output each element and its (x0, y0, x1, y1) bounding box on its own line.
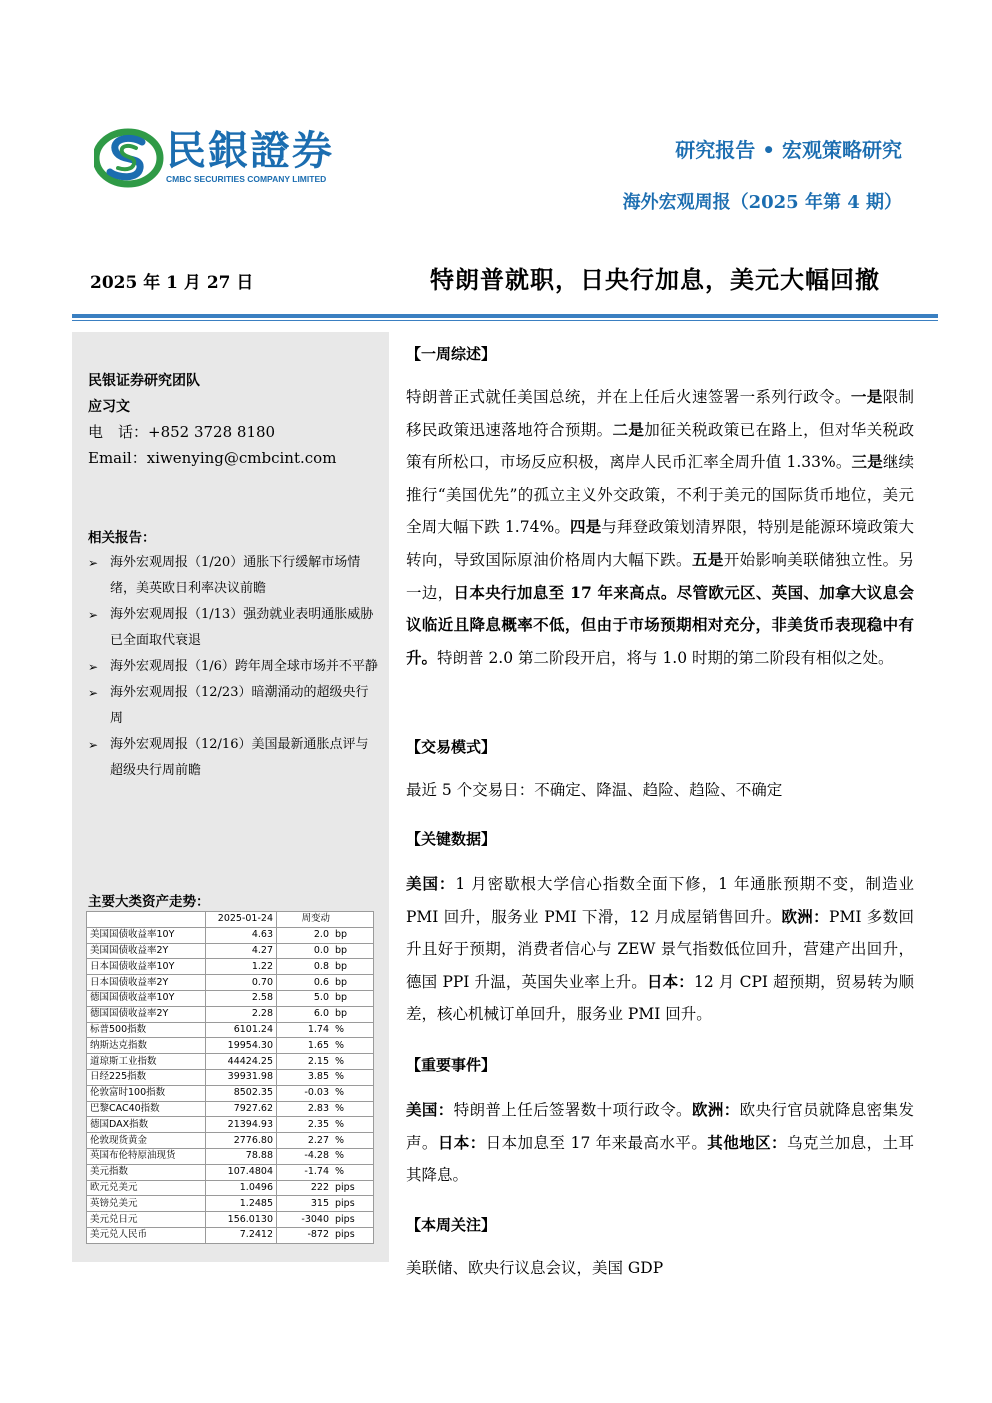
asset-value: 39931.98 (206, 1069, 277, 1085)
header-divider-thin (72, 320, 938, 321)
asset-value: 4.27 (206, 943, 277, 959)
related-report-item[interactable] (88, 680, 378, 732)
asset-change: -3040 (277, 1212, 334, 1228)
related-report-item[interactable] (88, 732, 378, 784)
assets-header-unit (333, 912, 374, 928)
asset-name: 巴黎CAC40指数 (87, 1101, 206, 1117)
asset-change: 0.8 (277, 959, 334, 975)
asset-row (87, 1196, 374, 1212)
bold-run: 日本央行加息至 17 年来高点。尽管欧元区、英国、加拿大议息会议临近且降息概率不低，但由于市场预期相对充分，非美货币表现稳中有升。 (406, 582, 914, 667)
text-run: 与拜登政策划清界限，特别是能源环境政策大转向，导致国际原油价格周内大幅下跌。 (406, 518, 914, 569)
asset-change: 5.0 (277, 990, 334, 1006)
related-report-text: 海外宏观周报（1/20）通胀下行缓解市场情绪，美英欧日利率决议前瞻 (110, 555, 361, 596)
asset-value: 107.4804 (206, 1164, 277, 1180)
asset-name: 日本国债收益率2Y (87, 975, 206, 991)
key-events-paragraph (406, 1094, 914, 1192)
report-category: 研究报告 • 宏观策略研究 (675, 138, 902, 162)
asset-row (87, 1101, 374, 1117)
trading-mode-text: 最近 5 个交易日：不确定、降温、趋险、趋险、不确定 (406, 781, 783, 799)
text-run: 欧央行官员就降息密集发声。 (406, 1101, 914, 1152)
asset-unit: bp (333, 975, 374, 991)
asset-unit: bp (333, 927, 374, 943)
asset-name: 美元兑日元 (87, 1212, 206, 1228)
asset-value: 21394.93 (206, 1117, 277, 1133)
asset-value: 2.28 (206, 1006, 277, 1022)
bold-run: 三是 (851, 452, 883, 472)
text-run: 乌克兰加息，土耳其降息。 (406, 1133, 914, 1185)
asset-unit: % (333, 1085, 374, 1101)
asset-unit: % (333, 1069, 374, 1085)
asset-unit: bp (333, 943, 374, 959)
bold-run: 日本： (646, 971, 694, 991)
asset-change: 3.85 (277, 1069, 334, 1085)
asset-name: 英国布伦特原油现货 (87, 1148, 206, 1164)
bold-run: 四是 (569, 517, 602, 537)
asset-row (87, 959, 374, 975)
asset-unit: pips (333, 1196, 374, 1212)
asset-change: 0.0 (277, 943, 334, 959)
asset-row (87, 990, 374, 1006)
section-title-key-data: 【关键数据】 (406, 830, 497, 848)
asset-value: 2776.80 (206, 1133, 277, 1149)
asset-unit: % (333, 1101, 374, 1117)
asset-name: 伦敦现货黄金 (87, 1133, 206, 1149)
asset-row (87, 1164, 374, 1180)
asset-change: 2.0 (277, 927, 334, 943)
asset-change: 2.83 (277, 1101, 334, 1117)
text-run: 1 月密歇根大学信心指数全面下修，1 年通胀预期不变，制造业 PMI 回升，服务业 PMI 下滑，12 月成屋销售回升。 (406, 875, 914, 926)
related-report-item[interactable] (88, 602, 378, 654)
header-divider (72, 314, 938, 318)
text-run: 特朗普 2.0 第二阶段开启，将与 1.0 时期的第二阶段有相似之处。 (437, 648, 894, 667)
asset-change: -0.03 (277, 1085, 334, 1101)
asset-value: 2.58 (206, 990, 277, 1006)
text-run: PMI 多数回升且好于预期，消费者信心与 ZEW 景气指数低位回升，营建产出回升，德国 PPI 升温，英国失业率上升。 (406, 907, 914, 991)
assets-table-body (87, 927, 374, 1243)
asset-value: 1.0496 (206, 1180, 277, 1196)
asset-value: 6101.24 (206, 1022, 277, 1038)
asset-value: 8502.35 (206, 1085, 277, 1101)
asset-unit: % (333, 1022, 374, 1038)
asset-name: 德国国债收益率2Y (87, 1006, 206, 1022)
logo-name-cn: 民銀證券 (166, 128, 334, 174)
analyst-phone: 电 话：+852 3728 8180 (88, 423, 276, 441)
key-data-paragraph (406, 868, 914, 1031)
asset-value: 1.2485 (206, 1196, 277, 1212)
asset-row (87, 943, 374, 959)
asset-name: 美元指数 (87, 1164, 206, 1180)
logo-emblem-icon (94, 128, 166, 190)
text-run: 加征关税政策已在路上，但对华关税政策有所松口，市场反应积极，离岸人民币汇率全周升值 1.33%。 (406, 420, 914, 472)
asset-unit: bp (333, 990, 374, 1006)
related-report-item[interactable] (88, 550, 378, 602)
asset-change: 1.74 (277, 1022, 334, 1038)
asset-name: 美国国债收益率10Y (87, 927, 206, 943)
analyst-name: 应习文 (88, 399, 130, 415)
report-title: 特朗普就职，日央行加息，美元大幅回撤 (430, 265, 880, 294)
asset-change: 1.65 (277, 1038, 334, 1054)
asset-row (87, 1148, 374, 1164)
section-title-weekly-summary: 【一周综述】 (406, 345, 497, 363)
asset-row (87, 1069, 374, 1085)
asset-value: 1.22 (206, 959, 277, 975)
bold-run: 欧洲： (691, 1100, 740, 1119)
asset-change: -4.28 (277, 1148, 334, 1164)
assets-title: 主要大类资产走势： (88, 894, 210, 910)
asset-value: 44424.25 (206, 1054, 277, 1070)
asset-row (87, 1054, 374, 1070)
asset-name: 日本国债收益率10Y (87, 959, 206, 975)
asset-unit: % (333, 1148, 374, 1164)
asset-row (87, 1180, 374, 1196)
asset-name: 标普500指数 (87, 1022, 206, 1038)
asset-row (87, 1212, 374, 1228)
asset-change: -1.74 (277, 1164, 334, 1180)
text-run: 特朗普上任后签署数十项行政令。 (453, 1101, 692, 1119)
section-title-key-events: 【重要事件】 (406, 1056, 497, 1074)
this-week-text: 美联储、欧央行议息会议，美国 GDP (406, 1259, 664, 1277)
asset-unit: pips (333, 1212, 374, 1228)
bold-run: 欧洲： (781, 906, 830, 926)
assets-header-change: 周变动 (277, 912, 334, 928)
asset-change: 222 (277, 1180, 334, 1196)
logo-name-en: CMBC SECURITIES COMPANY LIMITED (166, 174, 327, 184)
text-run: 日本加息至 17 年来最高水平。 (485, 1133, 708, 1152)
assets-header-name (87, 912, 206, 928)
assets-table (86, 911, 374, 1244)
assets-header-date: 2025-01-24 (206, 912, 277, 928)
asset-name: 道琼斯工业指数 (87, 1054, 206, 1070)
asset-row (87, 1038, 374, 1054)
asset-change: 2.27 (277, 1133, 334, 1149)
section-title-trading-mode: 【交易模式】 (406, 738, 497, 756)
text-run: 12 月 CPI 超预期，贸易转为顺差，核心机械订单回升，服务业 PMI 回升。 (406, 972, 914, 1024)
asset-unit: % (333, 1054, 374, 1070)
analyst-email[interactable]: Email：xiwenying@cmbcint.com (88, 449, 337, 467)
bold-run: 一是 (850, 387, 883, 406)
assets-header-row (87, 912, 374, 928)
asset-name: 英镑兑美元 (87, 1196, 206, 1212)
bold-run: 美国： (406, 1100, 454, 1119)
research-team: 民银证券研究团队 (88, 373, 200, 389)
asset-change: 2.15 (277, 1054, 334, 1070)
asset-row (87, 1227, 374, 1243)
asset-name: 欧元兑美元 (87, 1180, 206, 1196)
bold-run: 五是 (691, 549, 724, 569)
related-report-text: 海外宏观周报（1/13）强劲就业表明通胀威胁已全面取代衰退 (110, 607, 374, 648)
arrow-bullet-icon: ➢ (88, 738, 99, 752)
report-date: 2025 年 1 月 27 日 (90, 273, 254, 293)
asset-row (87, 975, 374, 991)
asset-name: 美国国债收益率2Y (87, 943, 206, 959)
asset-unit: % (333, 1133, 374, 1149)
asset-value: 4.63 (206, 927, 277, 943)
bold-run: 美国： (406, 874, 456, 893)
asset-name: 德国国债收益率10Y (87, 990, 206, 1006)
text-run: 特朗普正式就任美国总统，并在上任后火速签署一系列行政令。 (406, 388, 851, 406)
related-report-text: 海外宏观周报（1/6）跨年周全球市场并不平静 (110, 659, 378, 674)
arrow-bullet-icon: ➢ (88, 660, 99, 674)
arrow-bullet-icon: ➢ (88, 608, 99, 622)
arrow-bullet-icon: ➢ (88, 686, 99, 700)
asset-unit: pips (333, 1227, 374, 1243)
arrow-bullet-icon: ➢ (88, 556, 99, 570)
asset-name: 日经225指数 (87, 1069, 206, 1085)
asset-value: 156.0130 (206, 1212, 277, 1228)
bold-run: 其他地区： (707, 1132, 787, 1152)
report-series: 海外宏观周报（2025 年第 4 期） (622, 192, 902, 213)
asset-row (87, 1085, 374, 1101)
asset-value: 7927.62 (206, 1101, 277, 1117)
asset-value: 0.70 (206, 975, 277, 991)
asset-row (87, 1006, 374, 1022)
asset-value: 7.2412 (206, 1227, 277, 1243)
related-report-text: 海外宏观周报（12/23）暗潮涌动的超级央行周 (110, 685, 369, 726)
section-title-this-week: 【本周关注】 (406, 1216, 497, 1234)
asset-row (87, 1022, 374, 1038)
weekly-summary-paragraph (406, 381, 914, 674)
asset-unit: % (333, 1164, 374, 1180)
asset-unit: % (333, 1117, 374, 1133)
related-reports-title: 相关报告： (88, 530, 156, 546)
asset-row (87, 1133, 374, 1149)
asset-name: 伦敦富时100指数 (87, 1085, 206, 1101)
asset-name: 美元兑人民币 (87, 1227, 206, 1243)
asset-unit: bp (333, 1006, 374, 1022)
related-report-text: 海外宏观周报（12/16）美国最新通胀点评与超级央行周前瞻 (110, 737, 369, 778)
bold-run: 二是 (612, 419, 645, 439)
text-run: 限制移民政策迅速落地符合预期。 (406, 388, 914, 439)
asset-value: 19954.30 (206, 1038, 277, 1054)
asset-row (87, 1117, 374, 1133)
bold-run: 日本： (437, 1132, 486, 1152)
related-reports-list (88, 550, 378, 784)
asset-value: 78.88 (206, 1148, 277, 1164)
asset-change: 2.35 (277, 1117, 334, 1133)
asset-row (87, 927, 374, 943)
asset-unit: % (333, 1038, 374, 1054)
asset-unit: bp (333, 959, 374, 975)
asset-change: 6.0 (277, 1006, 334, 1022)
asset-unit: pips (333, 1180, 374, 1196)
text-run: 开始影响美联储独立性。另一边， (406, 550, 914, 602)
text-run: 继续推行“美国优先”的孤立主义外交政策，不利于美元的国际货币地位，美元全周大幅下跌 1.74%。 (406, 453, 914, 537)
related-report-item[interactable] (88, 654, 378, 680)
asset-name: 纳斯达克指数 (87, 1038, 206, 1054)
asset-name: 德国DAX指数 (87, 1117, 206, 1133)
asset-change: -872 (277, 1227, 334, 1243)
asset-change: 315 (277, 1196, 334, 1212)
asset-change: 0.6 (277, 975, 334, 991)
